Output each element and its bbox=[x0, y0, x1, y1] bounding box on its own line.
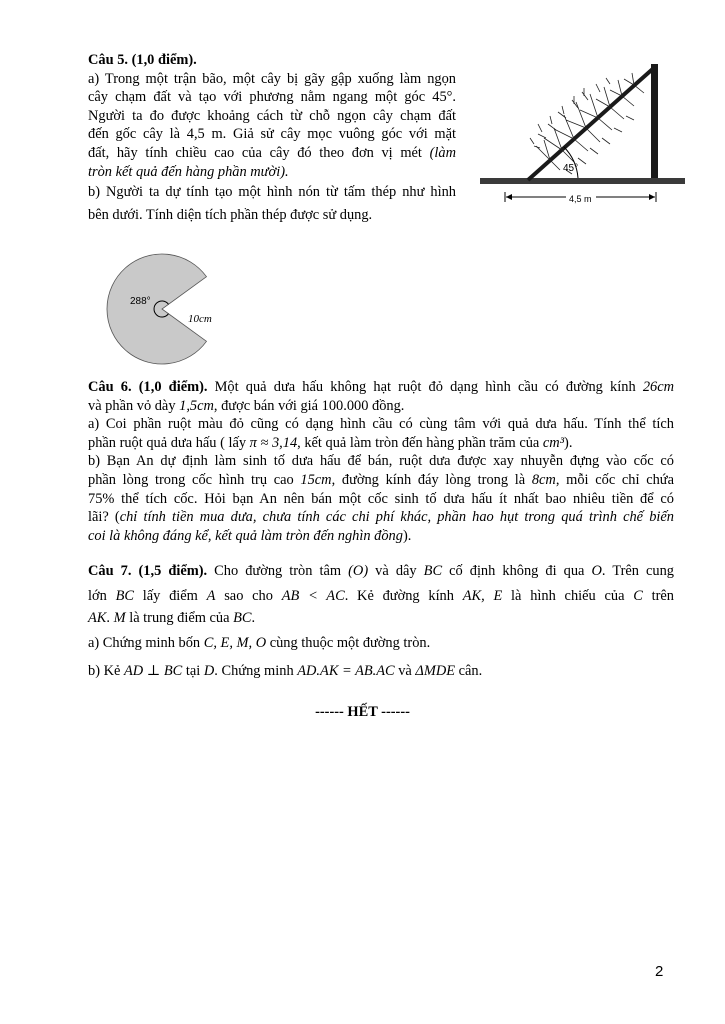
q6-cup-diameter: 8cm bbox=[531, 471, 556, 488]
q7-text: . Chứng minh bbox=[214, 663, 298, 679]
q6-text: , kết quả làm tròn đến hàng phần trăm của bbox=[297, 434, 543, 451]
q6-text: , đường kính đáy lòng trong là bbox=[331, 471, 532, 488]
q7-triangle: ΔMDE bbox=[415, 663, 456, 679]
question-6-title: Câu 6. (1,0 điểm). bbox=[88, 379, 208, 395]
q7-text: cân. bbox=[455, 663, 483, 679]
q7-text: cố định không đi qua bbox=[442, 563, 592, 579]
q5-a-line: Người ta đo được khoảng cách từ chỗ ngọn cây chạm đất bbox=[88, 107, 456, 124]
q6-b-line bbox=[88, 527, 674, 546]
q6-intro-line bbox=[88, 378, 674, 397]
q6-a-line: a) Coi phần ruột màu đỏ cũng có dạng hình cầu có cùng tâm với quả dưa hấu. Tính thể tích bbox=[88, 416, 674, 433]
ground-bar bbox=[480, 178, 685, 184]
q7-text: . bbox=[106, 610, 114, 626]
fallen-tree-top bbox=[528, 66, 656, 180]
q7-four-points: C, E, M, O bbox=[203, 635, 267, 651]
q6-text: , được bán với giá 100.000 đồng. bbox=[213, 397, 405, 414]
q5-a-rounding-note: (làm bbox=[429, 144, 456, 161]
q7-text: . Kẻ đường kính bbox=[344, 588, 463, 604]
q6-note: chỉ tính tiền mua dưa, chưa tính các chi phí khác, phần hao hụt trong quá trình chế biến bbox=[119, 509, 674, 526]
q7-text: . bbox=[251, 610, 256, 626]
q7-text: là trung điểm của bbox=[125, 610, 234, 626]
q7-intro-line bbox=[88, 560, 674, 582]
sector-angle-label: 288° bbox=[130, 296, 151, 307]
q6-a-line bbox=[88, 434, 674, 453]
q6-text: , mỗi cốc chỉ chứa bbox=[555, 471, 674, 488]
page-number: 2 bbox=[655, 963, 664, 980]
q7-arc: BC bbox=[115, 588, 134, 604]
q7-perpendicular: AD ⊥ BC bbox=[123, 663, 183, 679]
q7-b-line bbox=[88, 660, 674, 682]
question-6 bbox=[88, 378, 674, 545]
q6-b-line bbox=[88, 508, 674, 527]
distance-label: 4,5 m bbox=[569, 194, 592, 204]
q5-b-line: bên dưới. Tính diện tích phần thép được sử dụng. bbox=[88, 206, 373, 223]
tree-branches bbox=[530, 73, 644, 174]
q5-b-line: b) Người ta dự tính tạo một hình nón từ tấm thép như hình bbox=[88, 184, 456, 201]
q6-text: Một quả dưa hấu không hạt ruột đỏ dạng hình cầu có đường kính bbox=[207, 379, 643, 395]
q5-a-line: cây chạm đất và tạo với phương nằm ngang một góc 45°. bbox=[88, 89, 456, 106]
q7-text: trên bbox=[642, 588, 674, 604]
q6-diameter: 26cm bbox=[642, 379, 674, 395]
q7-equation: AD.AK = AB.AC bbox=[297, 663, 395, 679]
q5-a-rounding-note: tròn kết quả đến hàng phần mười). bbox=[88, 163, 289, 180]
q7-text: và dây bbox=[368, 563, 424, 579]
q6-text: phần lòng trong cốc hình trụ cao bbox=[88, 471, 301, 488]
q7-diameter: AK, E bbox=[462, 588, 503, 604]
q6-text: ). bbox=[564, 434, 573, 451]
q6-text: lãi? ( bbox=[88, 509, 120, 526]
q7-text: lớn bbox=[88, 588, 116, 604]
question-7 bbox=[88, 560, 674, 682]
q6-note: coi là không đáng kể, kết quả làm tròn đến nghìn đồng bbox=[88, 527, 403, 544]
q5-a-line: đến gốc cây là 4,5 m. Giả sử cây mọc vuông góc với mặt bbox=[88, 126, 456, 143]
q7-text: và bbox=[394, 663, 416, 679]
q7-intro-line bbox=[88, 607, 674, 629]
q7-text: b) Kẻ bbox=[88, 663, 124, 679]
q6-thickness: 1,5cm bbox=[179, 397, 214, 414]
q6-text: ). bbox=[402, 527, 412, 544]
question-5 bbox=[88, 51, 456, 224]
q7-point-d: D bbox=[203, 663, 215, 679]
q7-text: lấy điểm bbox=[133, 588, 207, 604]
sector-shape bbox=[107, 254, 207, 364]
q7-text: . Trên cung bbox=[601, 563, 675, 579]
q5-a-text: đất, hãy tính chiều cao của cây đó theo đơn vị mét bbox=[88, 144, 430, 161]
sector-radius-label: 10cm bbox=[188, 313, 212, 325]
q7-center: O bbox=[591, 563, 602, 579]
q6-pi-approx: π ≈ 3,14 bbox=[249, 434, 298, 451]
q7-text: sao cho bbox=[215, 588, 282, 604]
q7-a-line bbox=[88, 632, 674, 654]
dimension-arrow-left bbox=[506, 194, 512, 200]
steel-sector-figure bbox=[84, 236, 234, 384]
question-5-title: Câu 5. (1,0 điểm). bbox=[88, 52, 197, 68]
q7-circle: (O) bbox=[348, 563, 369, 579]
q7-chord: BC bbox=[423, 563, 443, 579]
question-7-title: Câu 7. (1,5 điểm). bbox=[88, 563, 208, 579]
q7-text: Cho đường tròn tâm bbox=[207, 563, 349, 579]
end-marker: ------ HẾT ------ bbox=[315, 704, 410, 720]
broken-tree-figure bbox=[470, 58, 696, 210]
q7-point-a: A bbox=[206, 588, 216, 604]
q6-cup-height: 15cm bbox=[300, 471, 332, 488]
q7-segment-bc: BC bbox=[233, 610, 252, 626]
q6-unit: cm³ bbox=[542, 434, 565, 451]
q7-text: tại bbox=[182, 663, 204, 679]
q6-intro-line bbox=[88, 397, 674, 416]
q5-a-line: a) Trong một trận bão, một cây bị gãy gập xuống làm ngọn bbox=[88, 70, 456, 87]
q7-point-m: M bbox=[113, 610, 126, 626]
q5-a-line bbox=[88, 144, 456, 163]
angle-label: 45° bbox=[563, 163, 579, 174]
q7-inequality: AB < AC bbox=[281, 588, 345, 604]
dimension-arrow-right bbox=[649, 194, 655, 200]
q7-text: cùng thuộc một đường tròn. bbox=[266, 635, 431, 651]
q6-b-line: b) Bạn An dự định làm sinh tố dưa hấu để bán, ruột dưa được xay nhuyễn đựng vào cốc có bbox=[88, 453, 674, 470]
tree-trunk bbox=[651, 64, 658, 178]
q7-segment-ak: AK bbox=[88, 610, 107, 626]
q6-text: phần ruột quả dưa hấu ( lấy bbox=[88, 434, 250, 451]
q7-text: a) Chứng minh bốn bbox=[88, 635, 204, 651]
q7-point-c: C bbox=[633, 588, 643, 604]
q7-intro-line bbox=[88, 585, 674, 607]
q6-b-line bbox=[88, 471, 674, 490]
q6-b-line: 75% thể tích cốc. Hỏi bạn An nên bán một cốc sinh tố dưa hấu ít nhất bao nhiêu tiền để có bbox=[88, 490, 674, 507]
q6-text: và phần vỏ dày bbox=[88, 397, 180, 414]
q7-text: là hình chiếu của bbox=[502, 588, 634, 604]
